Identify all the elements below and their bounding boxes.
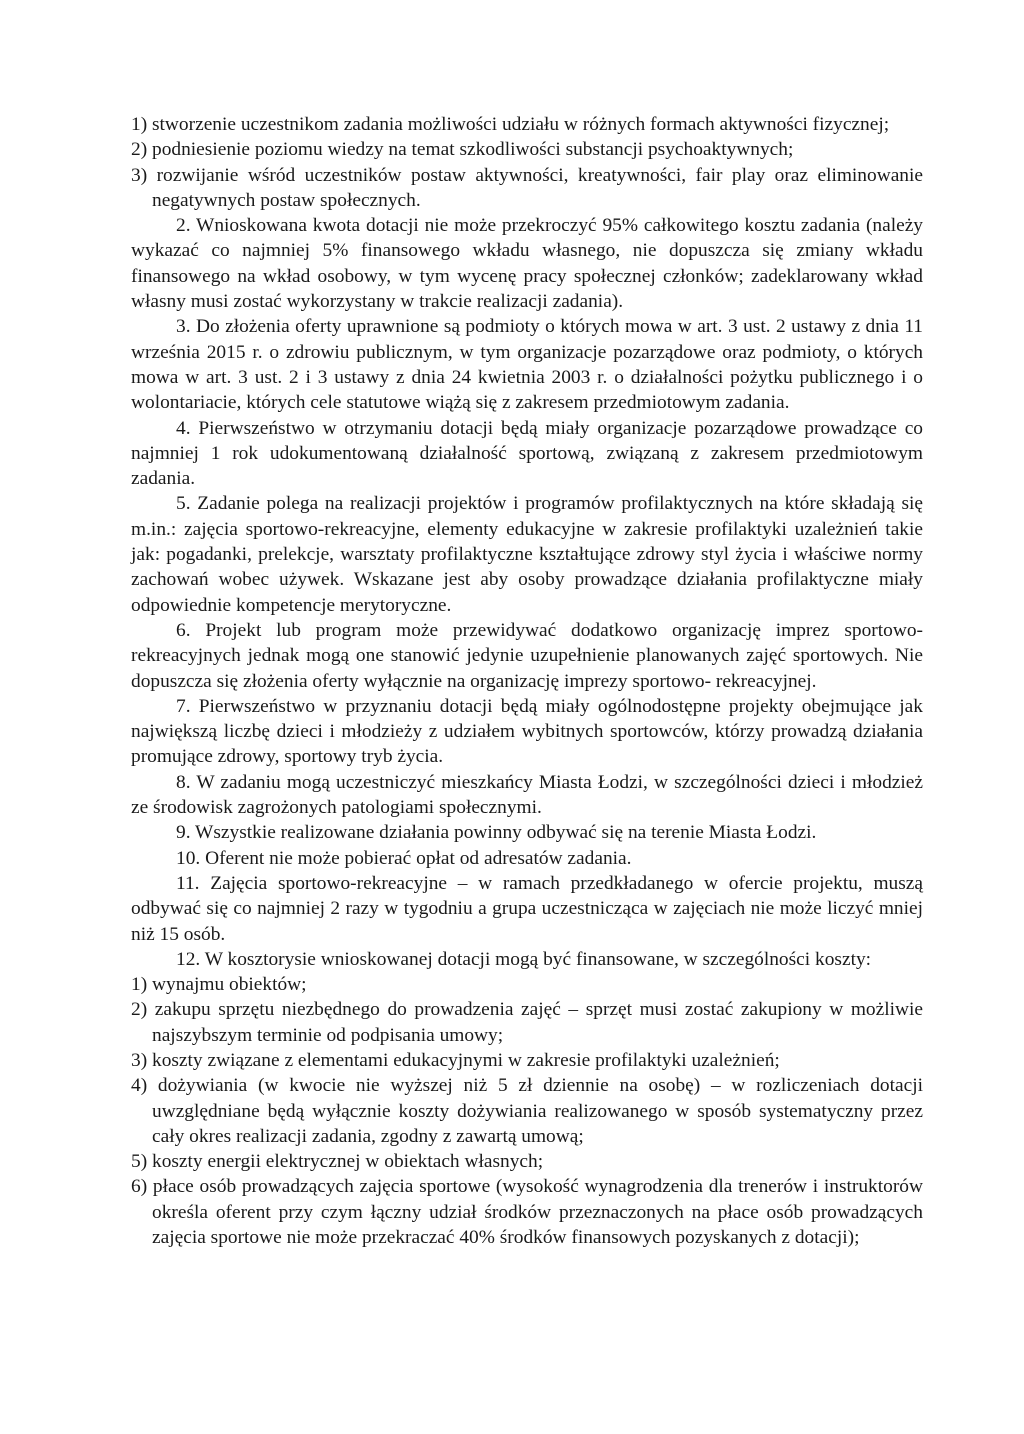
paragraph-5: 5. Zadanie polega na realizacji projektów i programów profilaktycznych na które składają się m.in.: zajęcia sportowo-rekreacyjne, elementy edukacyjne w zakresie profilaktyki uzależnień takie jak: pogadanki, prelekcje, warsztaty profilaktyczne kształtujące zdrowy styl życia i właściwe normy zachowań wobec używek. Wskazane jest aby osoby prowadzące działania profilaktyczne miały odpowiednie kompetencje merytoryczne. — [131, 493, 923, 616]
paragraph-4: 4. Pierwszeństwo w otrzymaniu dotacji będą miały organizacje pozarządowe prowadzące co najmniej 1 rok udokumentowaną działalność sportową, związaną z zakresem przedmiotowym zadania. — [131, 417, 923, 490]
cost-list-item-4: 4) dożywiania (w kwocie nie wyższej niż 5 zł dziennie na osobę) – w rozliczeniach dotacji uwzględniane będą wyłącznie koszty dożywiania realizowanego w sposób systematyczny przez cały okres realizacji zadania, zgodny z zawartą umową; — [131, 1075, 923, 1147]
cost-list-item-3: 3) koszty związane z elementami edukacyjnymi w zakresie profilaktyki uzależnień; — [131, 1049, 780, 1071]
cost-list-item-6: 6) płace osób prowadzących zajęcia sportowe (wysokość wynagrodzenia dla trenerów i instruktorów określa oferent przy czym łączny udział środków przeznaczonych na płace osób prowadzących zajęcia sportowe nie może przekraczać 40% środków finansowych pozyskanych z dotacji); — [131, 1176, 923, 1249]
paragraph-3: 3. Do złożenia oferty uprawnione są podmioty o których mowa w art. 3 ust. 2 ustawy z dnia 11 września 2015 r. o zdrowiu publicznym, w tym organizacje pozarządowe oraz podmioty, o których mowa w art. 3 ust. 2 i 3 ustawy z dnia 24 kwietnia 2003 r. o działalności pożytku publicznego i o wolontariacie, których cele statutowe wiążą się z zakresem przedmiotowym zadania. — [131, 316, 923, 414]
paragraph-2: 2. Wnioskowana kwota dotacji nie może przekroczyć 95% całkowitego kosztu zadania (należy wykazać co najmniej 5% finansowego wkładu własnego, nie dopuszcza się zmiany wkładu finansowego na wkład osobowy, w tym wycenę pracy społecznej członków; zadeklarowany wkład własny musi zostać wykorzystany w trakcie realizacji zadania). — [131, 215, 923, 313]
paragraph-7: 7. Pierwszeństwo w przyznaniu dotacji będą miały ogólnodostępne projekty obejmujące jak największą liczbę dzieci i młodzieży z udziałem wybitnych sportowców, którzy prowadzą działania promujące zdrowy, sportowy tryb życia. — [131, 695, 923, 768]
cost-list-item-5: 5) koszty energii elektrycznej w obiektach własnych; — [131, 1151, 544, 1173]
intro-list-item-3: 3) rozwijanie wśród uczestników postaw aktywności, kreatywności, fair play oraz eliminowanie negatywnych postaw społecznych. — [131, 164, 923, 211]
paragraph-10: 10. Oferent nie może pobierać opłat od adresatów zadania. — [176, 847, 632, 869]
paragraph-11: 11. Zajęcia sportowo-rekreacyjne – w ramach przedkładanego w ofercie projektu, muszą odbywać się co najmniej 2 razy w tygodniu a grupa uczestnicząca w zajęciach nie może liczyć mniej niż 15 osób. — [131, 872, 923, 945]
paragraph-6: 6. Projekt lub program może przewidywać dodatkowo organizację imprez sportowo-rekreacyjnych jednak mogą one stanowić jedynie uzupełnienie planowanych zajęć sportowych. Nie dopuszcza się złożenia oferty wyłącznie na organizację imprezy sportowo- rekreacyjnej. — [131, 619, 923, 692]
cost-list-item-2: 2) zakupu sprzętu niezbędnego do prowadzenia zajęć – sprzęt musi zostać zakupiony w możliwie najszybszym terminie od podpisania umowy; — [131, 999, 923, 1046]
paragraph-8: 8. W zadaniu mogą uczestniczyć mieszkańcy Miasta Łodzi, w szczególności dzieci i młodzież ze środowisk zagrożonych patologiami społecznymi. — [131, 771, 923, 819]
paragraph-9: 9. Wszystkie realizowane działania powinny odbywać się na terenie Miasta Łodzi. — [176, 822, 817, 844]
cost-list-item-1: 1) wynajmu obiektów; — [131, 974, 307, 996]
intro-list-item-2: 2) podniesienie poziomu wiedzy na temat szkodliwości substancji psychoaktywnych; — [131, 139, 794, 161]
intro-list-item-1: 1) stworzenie uczestnikom zadania możliwości udziału w różnych formach aktywności fizycznej; — [131, 114, 890, 135]
document-page — [131, 112, 923, 1250]
paragraph-12: 12. W kosztorysie wnioskowanej dotacji mogą być finansowane, w szczególności koszty: — [176, 948, 872, 970]
